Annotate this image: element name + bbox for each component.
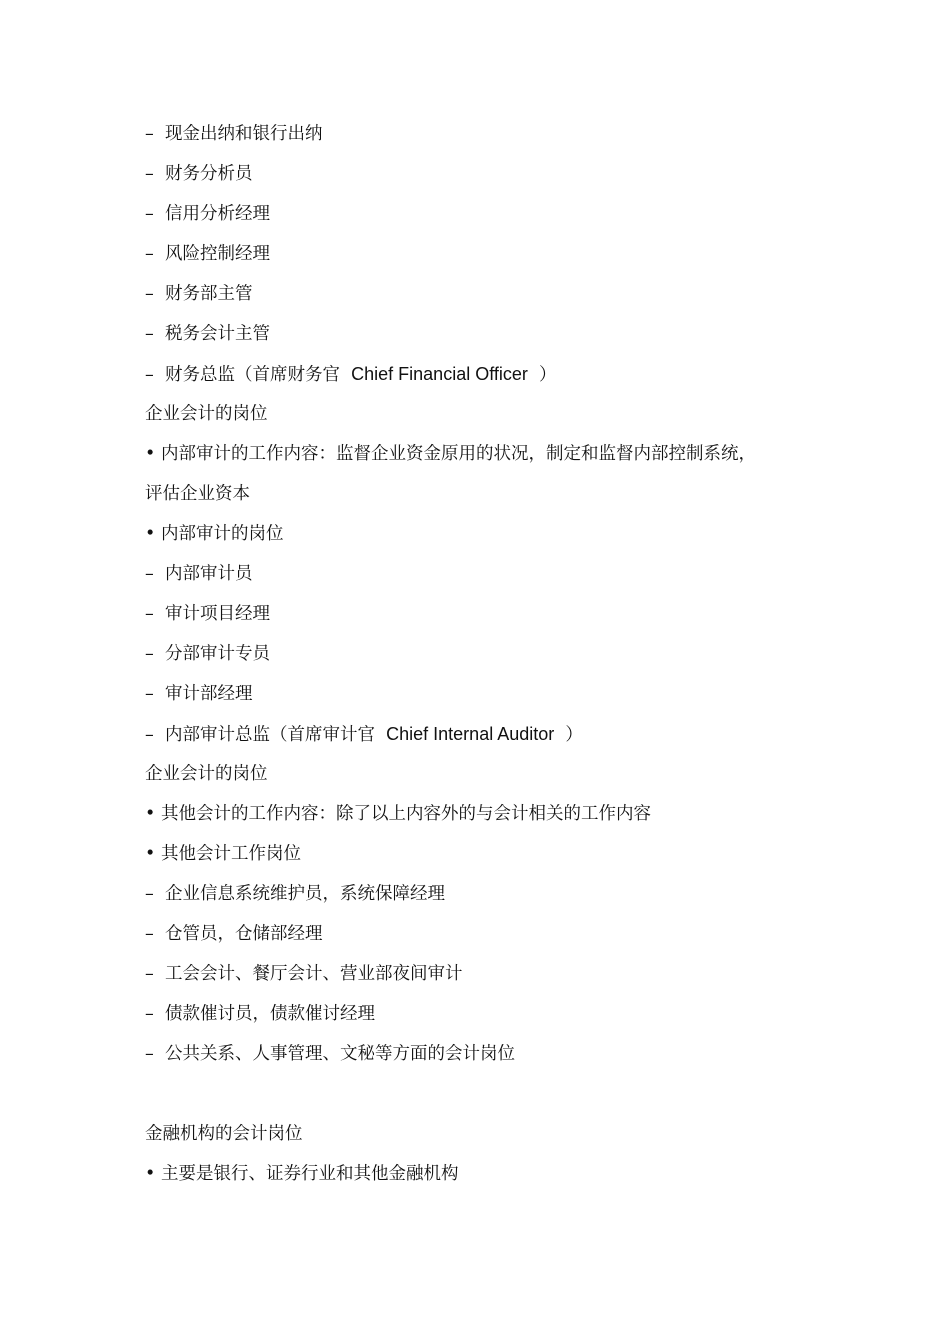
list-item-bullet: [145, 800, 825, 840]
line-text: 评估企业资本: [145, 484, 250, 504]
section-heading: [145, 400, 825, 440]
line-text: 财务分析员: [165, 164, 253, 184]
list-item-dash: [145, 280, 825, 320]
bullet-marker: •: [145, 804, 156, 824]
line-text: 内部审计总监（首席审计官: [165, 725, 375, 745]
line-text: 内部审计的工作内容：监督企业资金原用的状况，制定和监督内部控制系统，: [161, 444, 756, 464]
line-text: 企业信息系统维护员，系统保障经理: [165, 884, 445, 904]
dash-marker: –: [145, 644, 154, 664]
list-item-dash: [145, 600, 825, 640]
heading-text: 企业会计的岗位: [145, 404, 268, 424]
dash-marker: –: [145, 324, 154, 344]
dash-marker: –: [145, 1004, 154, 1024]
dash-marker: –: [145, 124, 154, 144]
list-item-dash: [145, 1000, 825, 1040]
section-heading: [145, 1120, 825, 1160]
list-item-dash: [145, 640, 825, 680]
list-item-bullet: [145, 440, 825, 480]
line-latin-text: Chief Internal Auditor: [386, 724, 555, 744]
dash-marker: –: [145, 244, 154, 264]
line-text: 财务部主管: [165, 284, 253, 304]
list-item-dash: [145, 920, 825, 960]
dash-marker: –: [145, 365, 154, 385]
line-text: 风险控制经理: [165, 244, 270, 264]
line-latin-text: Chief Financial Officer: [351, 364, 528, 384]
line-text: 仓管员，仓储部经理: [165, 924, 323, 944]
bullet-marker: •: [145, 844, 156, 864]
line-text: 审计部经理: [165, 684, 253, 704]
list-item-dash: [145, 1040, 825, 1080]
list-item-dash: [145, 560, 825, 600]
section-heading: [145, 760, 825, 800]
line-text: 信用分析经理: [165, 204, 270, 224]
line-text: 公共关系、人事管理、文秘等方面的会计岗位: [165, 1044, 515, 1064]
list-item-dash: [145, 120, 825, 160]
heading-text: 金融机构的会计岗位: [145, 1124, 303, 1144]
list-item-dash: [145, 680, 825, 720]
line-text: 分部审计专员: [165, 644, 270, 664]
paragraph-continuation: [145, 480, 825, 520]
dash-marker: –: [145, 564, 154, 584]
dash-marker: –: [145, 684, 154, 704]
list-item-dash: [145, 160, 825, 200]
list-item-bullet: [145, 1160, 825, 1200]
line-text: 工会会计、餐厅会计、营业部夜间审计: [165, 964, 463, 984]
line-text: 内部审计员: [165, 564, 253, 584]
line-text: 主要是银行、证券行业和其他金融机构: [161, 1164, 459, 1184]
bullet-marker: •: [145, 524, 156, 544]
dash-marker: –: [145, 725, 154, 745]
dash-marker: –: [145, 284, 154, 304]
line-text: 税务会计主管: [165, 324, 270, 344]
list-item-bullet: [145, 840, 825, 880]
dash-marker: –: [145, 204, 154, 224]
line-text: 审计项目经理: [165, 604, 270, 624]
line-text: 其他会计的工作内容：除了以上内容外的与会计相关的工作内容: [161, 804, 651, 824]
heading-text: 企业会计的岗位: [145, 764, 268, 784]
dash-marker: –: [145, 964, 154, 984]
document-body: [145, 120, 825, 1200]
dash-marker: –: [145, 604, 154, 624]
dash-marker: –: [145, 1044, 154, 1064]
list-item-dash: [145, 360, 825, 400]
list-item-dash: [145, 240, 825, 280]
line-text: 债款催讨员，债款催讨经理: [165, 1004, 375, 1024]
line-text: 现金出纳和银行出纳: [165, 124, 323, 144]
dash-marker: –: [145, 884, 154, 904]
line-tail-text: ）: [565, 725, 583, 745]
list-item-dash: [145, 320, 825, 360]
list-item-dash: [145, 200, 825, 240]
list-item-bullet: [145, 520, 825, 560]
bullet-marker: •: [145, 1164, 156, 1184]
line-tail-text: ）: [539, 365, 557, 385]
line-text: 其他会计工作岗位: [161, 844, 301, 864]
line-text: 内部审计的岗位: [161, 524, 284, 544]
line-text: 财务总监（首席财务官: [165, 365, 340, 385]
blank-line: [145, 1080, 825, 1120]
list-item-dash: [145, 960, 825, 1000]
dash-marker: –: [145, 164, 154, 184]
list-item-dash: [145, 880, 825, 920]
bullet-marker: •: [145, 444, 156, 464]
list-item-dash: [145, 720, 825, 760]
dash-marker: –: [145, 924, 154, 944]
